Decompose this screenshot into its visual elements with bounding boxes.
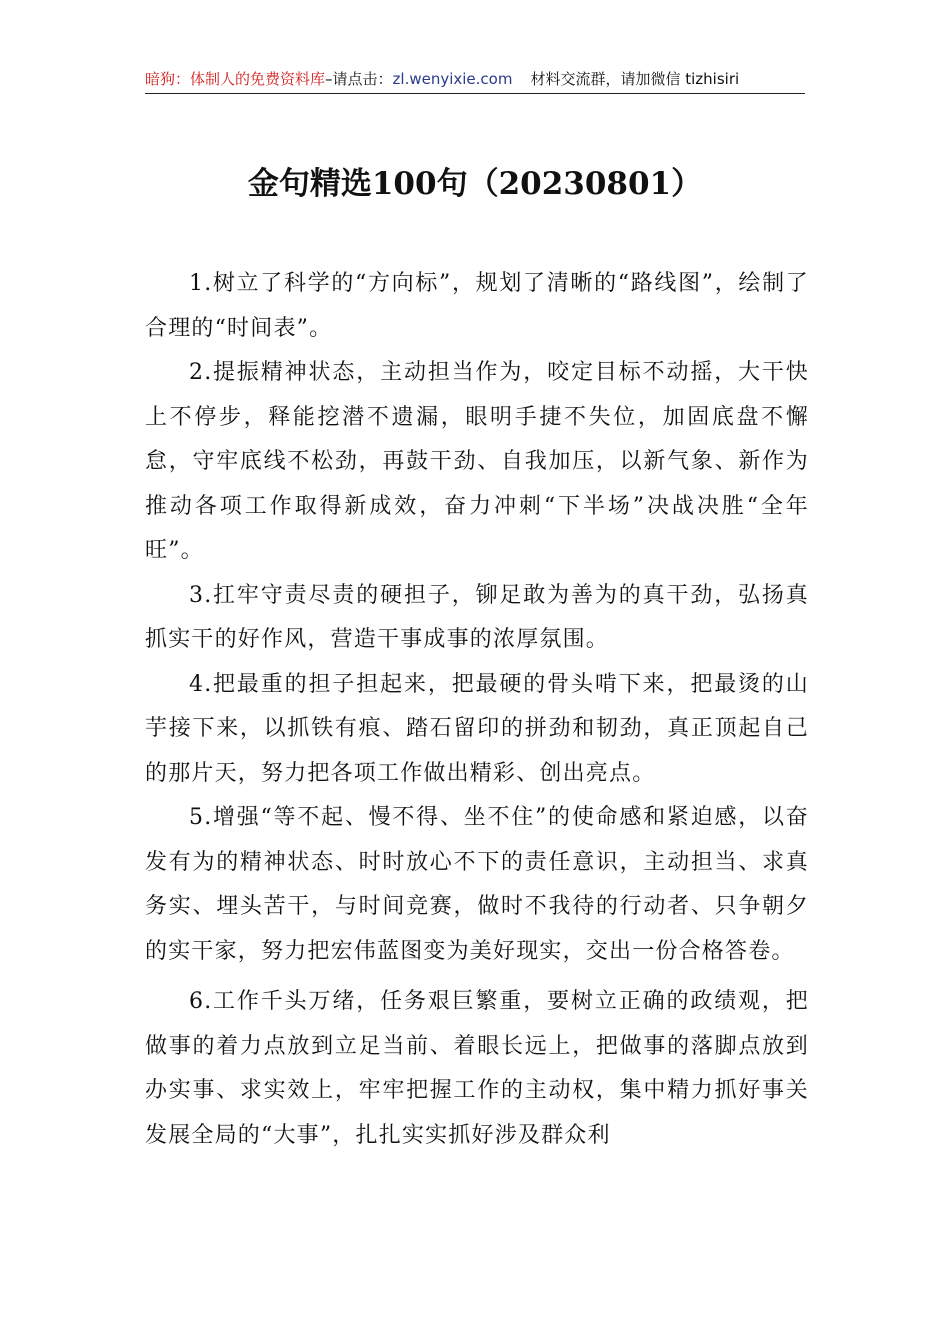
paragraph-3: 3.扛牢守责尽责的硬担子，铆足敢为善为的真干劲，弘扬真抓实干的好作风，营造干事成事的浓厚氛围。	[145, 582, 809, 652]
paragraph-2: 2.提振精神状态，主动担当作为，咬定目标不动摇，大干快上不停步，释能挖潜不遗漏，眼明手捷不失位，加固底盘不懈怠，守牢底线不松劲，再鼓干劲、自我加压，以新气象、新作为推动各项工作取得新成效，奋力冲刺“下半场”决战决胜“全年旺”。	[145, 360, 809, 563]
paragraph-6: 6.工作千头万绪，任务艰巨繁重，要树立正确的政绩观，把做事的着力点放到立足当前、着眼长远上，把做事的落脚点放到办实事、求实效上，牢牢把握工作的主动权，集中精力抓好事关发展全局的“大事”，扎扎实实抓好涉及群众利	[145, 989, 809, 1148]
paragraph-5: 5.增强“等不起、慢不得、坐不住”的使命感和紧迫感，以奋发有为的精神状态、时时放心不下的责任意识，主动担当、求真务实、埋头苦干，与时间竞赛，做时不我待的行动者、只争朝夕的实干家，努力把宏伟蓝图变为美好现实，交出一份合格答卷。	[145, 805, 809, 964]
document-title: 金句精选100句（20230801）	[247, 166, 703, 202]
paragraph-4: 4.把最重的担子担起来，把最硬的骨头啃下来，把最烫的山芋接下来，以抓铁有痕、踏石留印的拼劲和韧劲，真正顶起自己的那片天，努力把各项工作做出精彩、创出亮点。	[145, 671, 809, 786]
paragraph-1: 1.树立了科学的“方向标”，规划了清晰的“路线图”，绘制了合理的“时间表”。	[145, 271, 809, 341]
header-wechat-note: 材料交流群，请加微信 tizhisiri	[530, 70, 740, 88]
header-divider	[145, 93, 805, 94]
document-body	[145, 262, 809, 1158]
header-site-name: 暗狗：体制人的免费资料库	[145, 70, 326, 88]
header-click-prompt: –请点击：	[325, 70, 393, 88]
header-url-link[interactable]: zl.wenyixie.com	[392, 70, 513, 88]
page-header	[145, 68, 805, 94]
